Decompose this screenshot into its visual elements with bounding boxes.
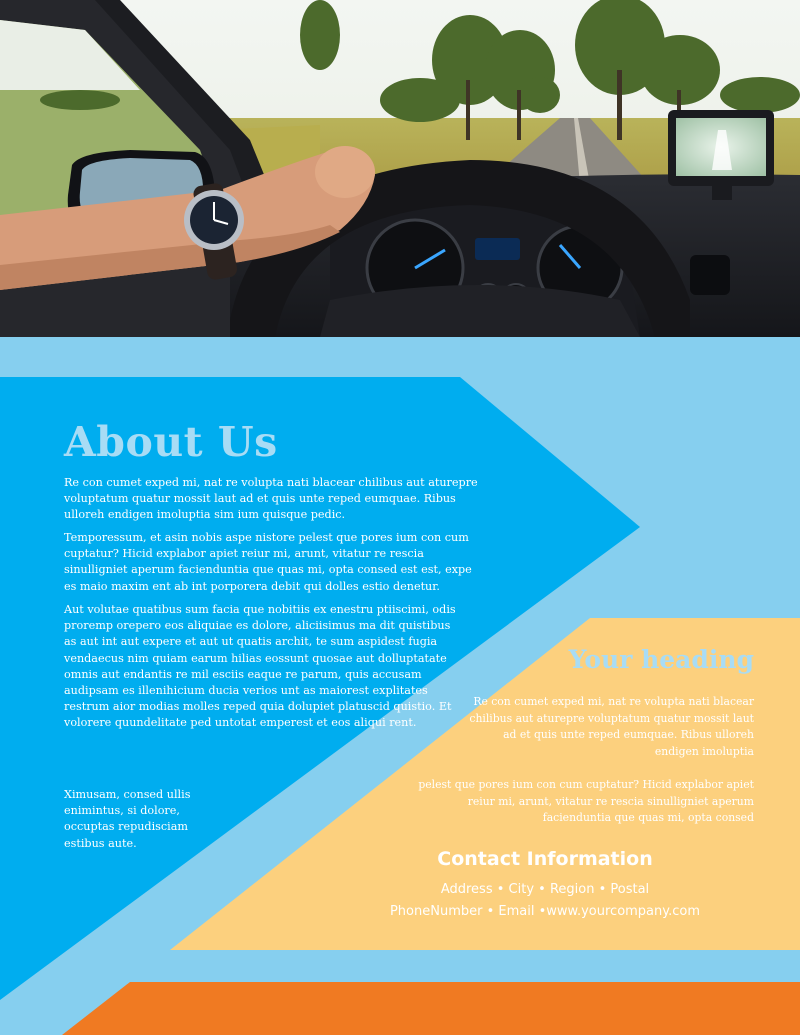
- contact-phone-email: PhoneNumber • Email •www.yourcompany.com: [389, 904, 701, 919]
- about-paragraph-1: Re con cumet exped mi, nat re volupta nati blacear chilibus aut aturepre voluptatum quatur mossit laut ad et quis unte reped eumquae. Ribus ulloreh endigen imoluptia sim ium quisque pedic.: [64, 476, 478, 522]
- contact-title: Contact Information: [437, 848, 653, 870]
- hero-photo: [0, 0, 800, 337]
- about-paragraph-2: Temporessum, et asin nobis aspe nistore pelest que pores ium con cum cuptatur? Hicid explabor apiet reiur mi, arunt, vitatur re rescia sinulligniet aperum facienduntia que quas mi, opta consed est est, expe es maio maxim ent ab int porporera debit qui dolles estio denetur.: [64, 531, 472, 593]
- orange-footer-band: [62, 982, 800, 1035]
- panel-paragraph-2: pelest que pores ium con cum cuptatur? Hicid explabor apiet reiur mi, arunt, vitatur re rescia sinulligniet aperum facienduntia que quas mi, opta consed: [418, 778, 754, 824]
- about-title: About Us: [64, 418, 278, 466]
- about-paragraph-3: Aut volutae quatibus sum facia que nobitiis ex enestru ptiiscimi, odis proremp orepero eos aliquiae es dolore, aliciisimus ma dit quistibus as aut int aut expere et aut ut quatis archit, te sum aspidest fugia vendaecus nim quiam earum hilias eossunt quosae aut dolluptatate omnis aut endantis re mil esciis eaque re parum, quis accusam audipsam es illenihicium ducia verios unt as maiorest explitates restrum aior modias molles reped quia dolupiet platuscid quistio. Et volorere quundelitate ped untotat emperest et eos aliqui rent.: [64, 603, 456, 730]
- panel-paragraph-1: Re con cumet exped mi, nat re volupta nati blacear chilibus aut aturepre voluptatum quatur mossit laut ad et quis unte reped eumquae. Ribus ulloreh endigen imoluptia: [469, 695, 754, 758]
- contact-address: Address • City • Region • Postal: [440, 882, 650, 897]
- about-paragraph-4: Ximusam, consed ullis enimintus, si dolore, occuptas repudisciam estibus aute.: [64, 788, 191, 850]
- panel-heading: Your heading: [568, 645, 754, 674]
